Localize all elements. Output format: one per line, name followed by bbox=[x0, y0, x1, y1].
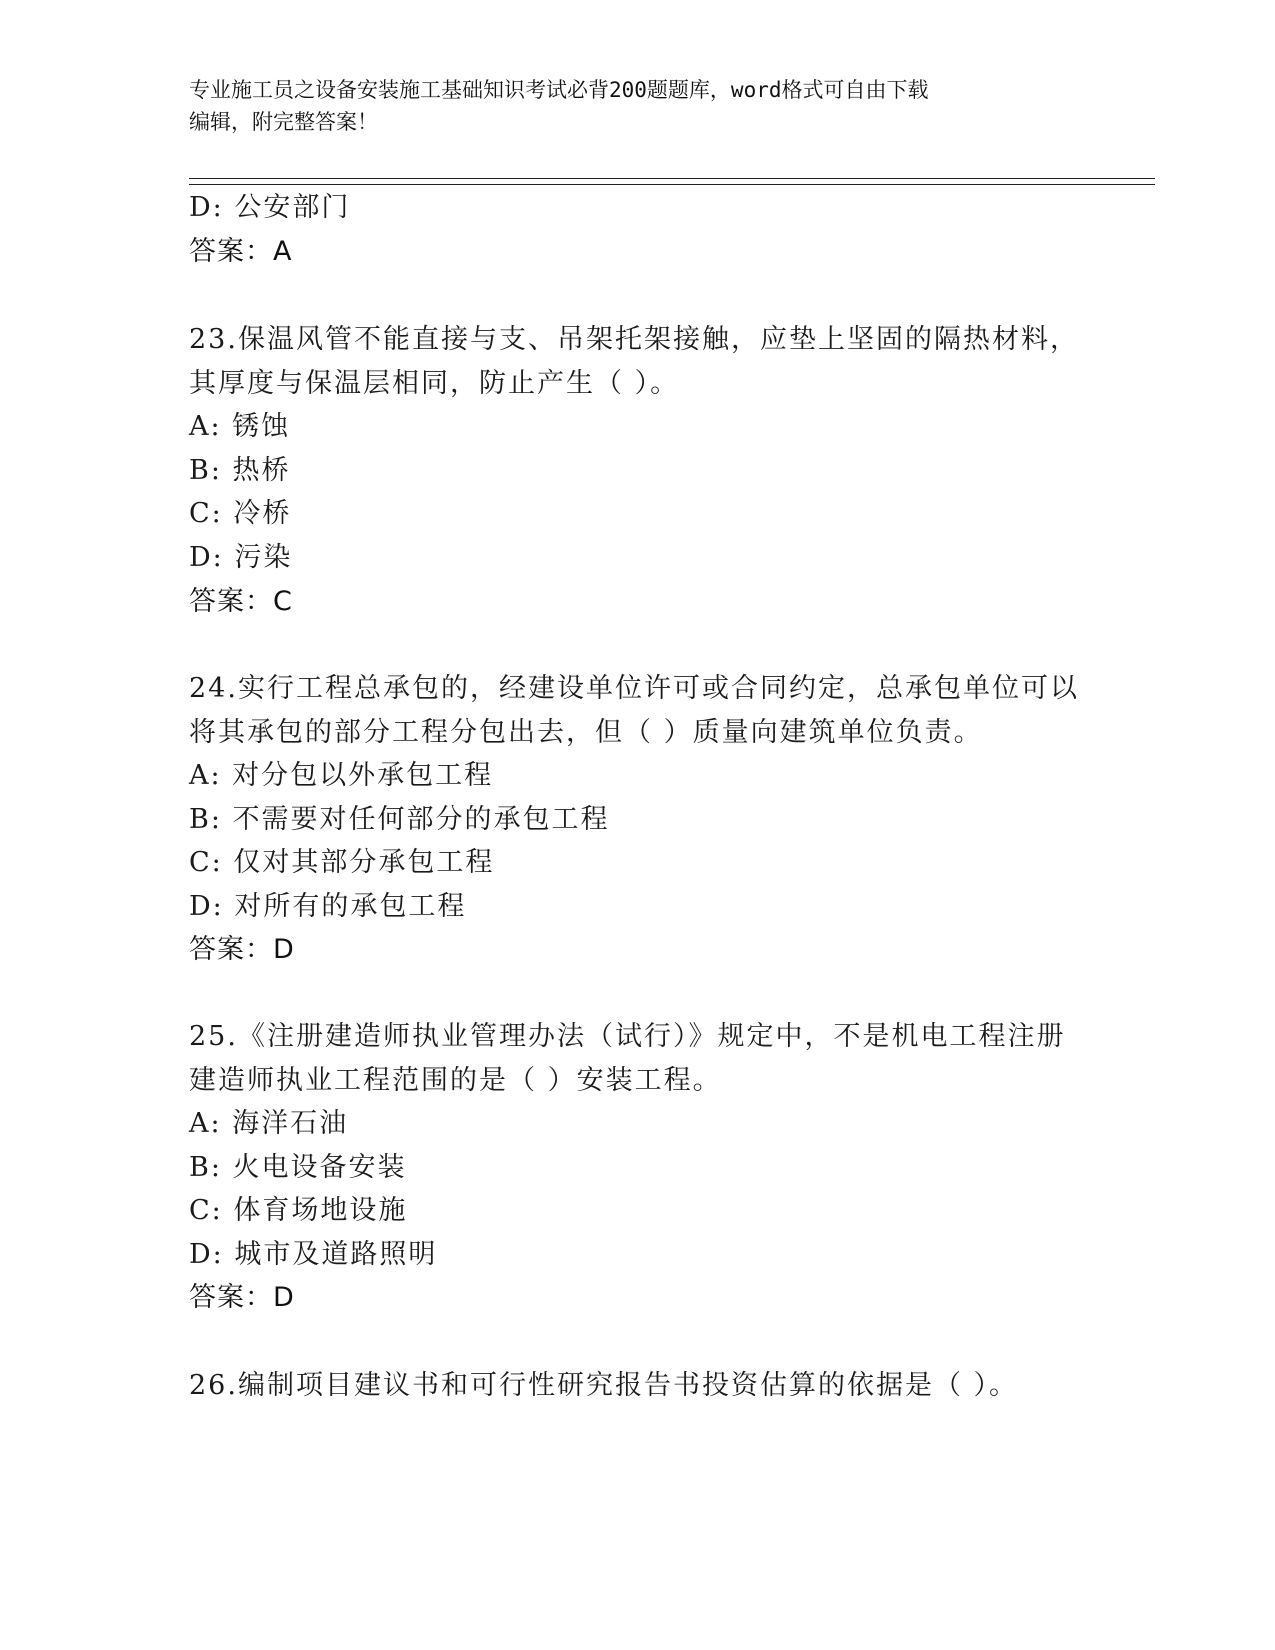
prev-option-d: D: 公安部门 bbox=[189, 192, 351, 223]
q24-option-c: C: 仅对其部分承包工程 bbox=[189, 847, 495, 878]
q24-stem-line-1: 24.实行工程总承包的，经建设单位许可或合同约定，总承包单位可以 bbox=[189, 673, 1079, 704]
q24-answer: 答案：D bbox=[189, 934, 295, 965]
q25-stem-line-1: 25.《注册建造师执业管理办法（试行）》规定中，不是机电工程注册 bbox=[189, 1021, 1066, 1052]
q25-option-c: C: 体育场地设施 bbox=[189, 1195, 408, 1226]
q25-stem-line-2: 建造师执业工程范围的是（ ）安装工程。 bbox=[189, 1065, 722, 1096]
q23-option-a: A: 锈蚀 bbox=[189, 411, 291, 442]
q25-option-a: A: 海洋石油 bbox=[189, 1108, 349, 1139]
q23-option-b: B: 热桥 bbox=[189, 455, 291, 486]
q25-option-b: B: 火电设备安装 bbox=[189, 1152, 407, 1183]
q25-answer: 答案：D bbox=[189, 1282, 295, 1313]
page-header bbox=[189, 74, 1089, 138]
header-divider bbox=[189, 178, 1155, 185]
prev-answer: 答案：A bbox=[189, 236, 293, 267]
q23-stem-line-2: 其厚度与保温层相同，防止产生（ ）。 bbox=[189, 368, 680, 399]
q24-option-a: A: 对分包以外承包工程 bbox=[189, 760, 494, 791]
q24-option-d: D: 对所有的承包工程 bbox=[189, 891, 467, 922]
q23-option-d: D: 污染 bbox=[189, 542, 293, 573]
q26-stem-line-1: 26.编制项目建议书和可行性研究报告书投资估算的依据是（ ）。 bbox=[189, 1370, 1019, 1401]
q24-stem-line-2: 将其承包的部分工程分包出去，但（ ）质量向建筑单位负责。 bbox=[189, 717, 983, 748]
q23-answer: 答案：C bbox=[189, 586, 293, 617]
header-line-2: 编辑，附完整答案！ bbox=[189, 110, 378, 134]
q24-option-b: B: 不需要对任何部分的承包工程 bbox=[189, 804, 610, 835]
header-line-1: 专业施工员之设备安装施工基础知识考试必背200题题库，word格式可自由下载 bbox=[189, 78, 929, 102]
q25-option-d: D: 城市及道路照明 bbox=[189, 1239, 438, 1270]
q23-stem-line-1: 23.保温风管不能直接与支、吊架托架接触，应垫上坚固的隔热材料， bbox=[189, 324, 1079, 355]
q23-option-c: C: 冷桥 bbox=[189, 498, 292, 529]
